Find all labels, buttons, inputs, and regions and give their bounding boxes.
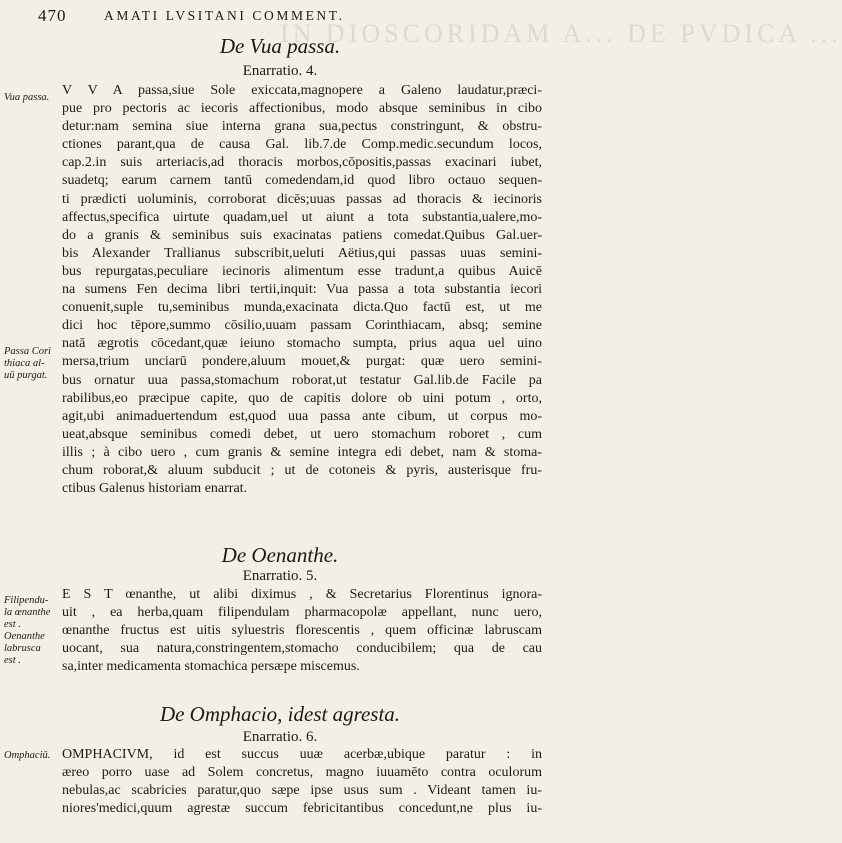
- text-line: ti prædicti uoluminis, corroborat dicēs;uuas passas ad thoracis & iecinoris: [62, 191, 542, 207]
- section-title: De Oenanthe.: [221, 543, 339, 567]
- page-header: [0, 4, 560, 26]
- text-line: bis Alexander Trallianus subscribit,ueluti Aëtius,qui passas uuas semini-: [62, 245, 542, 261]
- text-line: illis ; à cibo uero , cum granis & semine integra edi debet, nam & stoma-: [62, 444, 542, 460]
- margin-note: [4, 346, 51, 382]
- section-title: De Omphacio, idest agresta.: [159, 702, 401, 726]
- text-line: ctibus Galenus historiam enarrat.: [62, 481, 248, 497]
- text-line: detur:nam semina siue interna grana sua,pectus constringunt, & obstru-: [62, 119, 542, 135]
- text-line: suadetq; earum carnem tantū comedendam,id quod libro octauo sequen-: [62, 173, 542, 189]
- text-line: agit,ubi animaduertendum est,quod uua passa ante cibum, ut corpus mo-: [62, 408, 542, 424]
- text-line: nebulas,ac scabricies paratur,quo sæpe ipse usus sum . Videant tamen iu-: [62, 783, 542, 799]
- text-line: ueat,absque seminibus comedi debet, ut uero stomachum roboret , cum: [62, 426, 542, 442]
- section-body: [62, 746, 542, 818]
- text-line: uocant, sua natura,constringentem,stomacho conducibilem; qua de cau: [62, 641, 542, 657]
- text-line: bus repurgatas,peculiare iecinoris alimentum esse tradunt,a quibus Auicē: [62, 263, 542, 279]
- text-line: V V A passa,siue Sole exiccata,magnopere a Galeno laudatur,præci-: [62, 83, 542, 98]
- text-line: OMPHACIVM, id est succus uuæ acerbæ,ubique paratur : in: [62, 747, 542, 762]
- page-number: 470: [38, 6, 67, 25]
- margin-note-line: est .: [4, 619, 21, 630]
- margin-note-line: Passa Cori: [4, 346, 51, 357]
- section-body: [62, 586, 542, 676]
- text-line: chum roborat,& aluum subducit ; ut de cotoneis & pyris, austerisque fru-: [62, 462, 542, 478]
- running-head: AMATI LVSITANI COMMENT.: [104, 8, 345, 23]
- text-line: dici hoc tēpore,summo cōsilio,uuam passam Corinthiacam, absq; semine: [62, 318, 542, 334]
- text-line: rabilibus,eo præcipue capite, quo de capitis dolore ob uini potum , orto,: [62, 390, 542, 406]
- text-line: na sumens Fen decima libri tertii,inquit: Vua passa a tota substantia iecori: [62, 282, 542, 298]
- text-line: conuenit,suple tu,seminibus munda,exacinata dicta.Quo factū est, ut me: [62, 300, 542, 316]
- margin-note-line: est .: [4, 655, 21, 666]
- enarratio-label: Enarratio. 6.: [242, 729, 318, 745]
- text-line: niores'medici,quum agrestæ succum febricitantibus concedunt,ne plus iu-: [62, 801, 542, 817]
- text-line: pue pro pectoris ac iecoris affectionibus, modo absque seminibus in cibo: [62, 101, 542, 117]
- text-line: affectus,specifica uirtute quadam,uel ut aiunt a tota substantia,ualere,mo-: [62, 209, 542, 225]
- text-line: cap.2.in suis arteriacis,ad thoracis morbos,cōpositis,passas exacinari iubet,: [62, 155, 542, 171]
- text-line: sa,inter medicamenta stomachica persæpe miscemus.: [62, 659, 360, 675]
- margin-note-line: Filipendu-: [4, 595, 49, 606]
- margin-note-line: Oenanthe: [4, 631, 45, 642]
- bleed-through-text: IN DIOSCORIDAM A... DE PVDICA ...: [280, 19, 842, 48]
- text-line: œnanthe fructus est uitis syluestris florescentis , quem officinæ labruscam: [62, 623, 542, 639]
- section-body: [62, 82, 542, 498]
- enarratio-label: Enarratio. 5.: [242, 568, 318, 584]
- text-line: mersa,trium unciarū pondere,aluum mouet,& purgat: quæ uero semini-: [62, 354, 542, 370]
- text-line: E S T œnanthe, ut alibi diximus , & Secretarius Florentinus ignora-: [62, 587, 542, 602]
- margin-note-line: uū purgat.: [4, 370, 48, 381]
- text-line: æreo porro uase ad Solem concretus, magno iuuamēto contra oculorum: [62, 765, 542, 781]
- margin-note: Omphaciū.: [4, 750, 51, 761]
- enarratio-label: Enarratio. 4.: [242, 63, 318, 79]
- text-line: bus ornatur uua passa,stomachum roborat,ut testatur Gal.lib.de Facile pa: [62, 372, 542, 388]
- section-title: De Vua passa.: [219, 34, 341, 58]
- text-line: uit , ea herba,quam filipendulam pharmacopolæ appellant, nunc uero,: [62, 605, 542, 621]
- text-line: do a granis & seminibus suis exacinatas patiens comedat.Quibus Gal.uer-: [62, 227, 542, 243]
- text-line: ctiones parant,qua de causa Gal. lib.7.de Comp.medic.secundum locos,: [62, 137, 542, 153]
- margin-note: Vua passa.: [4, 92, 50, 103]
- margin-note: [4, 595, 50, 667]
- margin-note-line: labrusca: [4, 643, 41, 654]
- margin-note-line: la œnanthe: [4, 607, 51, 618]
- text-line: natā ægrotis cōcedant,quæ ieiuno stomacho sumpta, prius aqua uel uino: [62, 336, 542, 352]
- margin-note-line: thiaca al-: [4, 358, 45, 369]
